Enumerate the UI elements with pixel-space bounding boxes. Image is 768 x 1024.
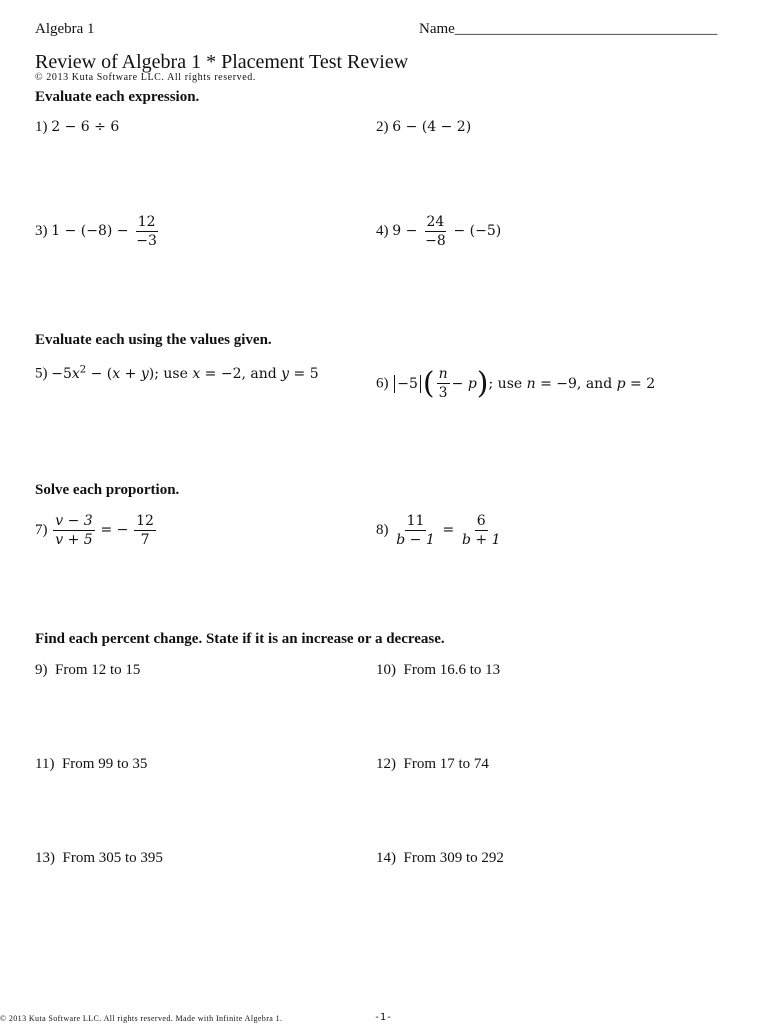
problem-10: 10) From 16.6 to 13 — [376, 662, 501, 678]
problem-3 — [35, 214, 161, 249]
right-fraction: $\frac{6}{b + 1}$ — [461, 513, 501, 549]
problem-2 — [376, 119, 471, 136]
problem-9: 9) From 12 to 15 — [35, 662, 141, 678]
numerator: 24 — [425, 214, 447, 232]
expression: $-5x^2 - (x + y)$; use x = −2, and y = 5 — [51, 364, 319, 382]
name-line: ___________________________________ — [454, 21, 718, 37]
footer-copyright: © 2013 Kuta Software LLC. All rights reserved. Made with Infinite Algebra 1. — [0, 1014, 283, 1023]
expression: −5 ( $\frac{n}{3}$ − p); use n = −9, and p = 2 — [392, 376, 655, 392]
problem-6 — [376, 366, 655, 401]
expression-suffix: − (−5) — [453, 223, 502, 240]
problem-5 — [35, 364, 319, 383]
course-name: Algebra 1 — [35, 21, 95, 37]
problem-number: 3) — [35, 223, 48, 240]
problem-number: 1) — [35, 119, 48, 135]
problem-12: 12) From 17 to 74 — [376, 756, 489, 772]
left-fraction: $\frac{v - 3}{v + 5}$ — [55, 513, 93, 549]
problem-1 — [35, 119, 119, 136]
copyright-line: © 2013 Kuta Software LLC. All rights reserved. — [35, 72, 256, 83]
section-heading-proportion: Solve each proportion. — [35, 482, 180, 498]
numerator: 12 — [136, 214, 158, 232]
problem-7: 7) $\frac{v - 3}{v + 5}$ = − $\frac{12}{7}$ — [35, 513, 154, 549]
fraction — [134, 214, 159, 249]
section-heading-percent: Find each percent change. State if it is an increase or a decrease. — [35, 631, 445, 647]
problem-number: 6) — [376, 375, 389, 392]
expression-prefix: 1 − (−8) − — [51, 223, 129, 240]
expression: 2 − 6 ÷ 6 — [51, 119, 120, 135]
problem-number: 5) — [35, 365, 48, 382]
name-label: Name — [419, 21, 455, 37]
problem-13: 13) From 305 to 395 — [35, 850, 163, 866]
page-title: Review of Algebra 1 * Placement Test Review — [35, 51, 409, 73]
problem-number: 4) — [376, 223, 389, 240]
problem-11: 11) From 99 to 35 — [35, 756, 148, 772]
section-heading-evaluate: Evaluate each expression. — [35, 89, 200, 105]
problem-14: 14) From 309 to 292 — [376, 850, 504, 866]
problem-number: 2) — [376, 119, 389, 135]
page-number: -1- — [374, 1012, 393, 1023]
left-fraction: $\frac{11}{b - 1}$ — [396, 513, 435, 549]
expression: 6 − (4 − 2) — [392, 119, 472, 135]
problem-4 — [376, 214, 501, 249]
expression-prefix: 9 − — [392, 223, 418, 240]
problem-8: 8) $\frac{11}{b - 1}$ = $\frac{6}{b + 1}$ — [376, 513, 501, 549]
problem-number: 8) — [376, 522, 389, 539]
fraction — [423, 214, 448, 249]
section-heading-values: Evaluate each using the values given. — [35, 332, 272, 348]
problem-number: 7) — [35, 522, 48, 539]
name-field[interactable] — [419, 21, 717, 38]
denominator: −8 — [425, 233, 446, 250]
denominator: −3 — [136, 233, 157, 250]
right-fraction: $\frac{12}{7}$ — [136, 513, 154, 549]
